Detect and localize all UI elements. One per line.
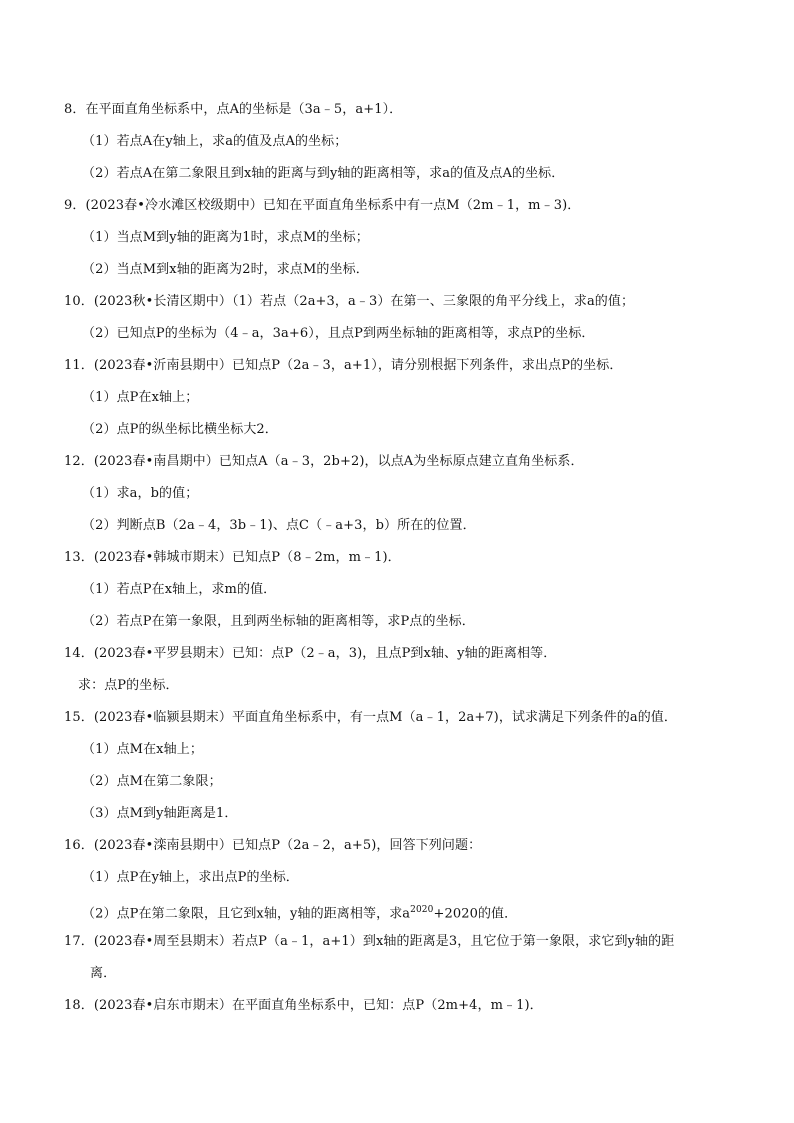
question-15-part-2: （2）点M在第二象限；	[82, 774, 222, 789]
question-15-part-3: （3）点M到y轴距离是1．	[82, 806, 238, 821]
question-8-part-1: （1）若点A在y轴上，求a的值及点A的坐标；	[82, 134, 348, 149]
question-18: 18．(2023春•启东市期末）在平面直角坐标系中，已知：点P（2m+4，m﹣1)．	[64, 998, 543, 1013]
question-9: 9．(2023春•冷水滩区校级期中）已知在平面直角坐标系中有一点M（2m﹣1，m﹣3)．	[64, 198, 581, 213]
question-13: 13．(2023春•韩城市期末）已知点P（8﹣2m，m﹣1)．	[64, 550, 401, 565]
question-16-part-1: （1）点P在y轴上，求出点P的坐标．	[82, 870, 299, 885]
question-8-part-2: （2）若点A在第二象限且到x轴的距离与到y轴的距离相等，求a的值及点A的坐标．	[82, 166, 565, 181]
question-17: 17．(2023春•周至县期末）若点P（a﹣1，a+1）到x轴的距离是3，且它位于第一象限，求它到y轴的距	[64, 934, 675, 949]
question-12-part-2: （2）判断点B（2a﹣4，3b﹣1)、点C（﹣a+3，b）所在的位置．	[82, 518, 476, 533]
question-16: 16．(2023春•滦南县期中）已知点P（2a﹣2，a+5)，回答下列问题：	[64, 838, 482, 853]
question-11: 11．(2023春•沂南县期中）已知点P（2a﹣3，a+1），请分别根据下列条件，求出点P的坐标．	[64, 358, 623, 373]
question-16-part-2	[82, 901, 744, 923]
question-15: 15．(2023春•临颍县期末）平面直角坐标系中，有一点M（a﹣1，2a+7)，试求满足下列条件的a的值．	[64, 710, 678, 725]
question-11-part-2: （2）点P的纵坐标比横坐标大2．	[82, 422, 278, 437]
question-13-part-1: （1）若点P在x轴上，求m的值．	[82, 582, 277, 597]
question-8: 8．在平面直角坐标系中，点A的坐标是（3a﹣5，a+1）．	[64, 102, 403, 117]
question-15-part-1: （1）点M在x轴上；	[82, 742, 203, 757]
question-10-part-2: （2）已知点P的坐标为（4﹣a，3a+6），且点P到两坐标轴的距离相等，求点P的坐标．	[82, 326, 595, 341]
question-17-wrap: 离．	[90, 966, 117, 981]
exponent: 2020	[410, 905, 434, 915]
question-9-part-2: （2）当点M到x轴的距离为2时，求点M的坐标．	[82, 262, 369, 277]
question-14: 14．(2023春•平罗县期末）已知：点P（2﹣a，3)，且点P到x轴、y轴的距离相等．	[64, 646, 557, 661]
question-13-part-2: （2）若点P在第一象限，且到两坐标轴的距离相等，求P点的坐标．	[82, 614, 475, 629]
question-10: 10．(2023秋•长清区期中）（1）若点（2a+3，a﹣3）在第一、三象限的角平分线上，求a的值；	[64, 294, 635, 309]
question-16-part-2-text: （2）点P在第二象限，且它到x轴，y轴的距离相等，求a	[82, 906, 411, 922]
question-12: 12．(2023春•南昌期中）已知点A（a﹣3，2b+2)，以点A为坐标原点建立直角坐标系．	[64, 454, 584, 469]
question-16-part-2-tail: +2020的值．	[433, 906, 518, 922]
question-14-ask: 求：点P的坐标．	[78, 678, 179, 693]
question-11-part-1: （1）点P在x轴上；	[82, 390, 199, 405]
question-12-part-1: （1）求a，b的值；	[82, 486, 199, 501]
question-9-part-1: （1）当点M到y轴的距离为1时，求点M的坐标；	[82, 230, 369, 245]
